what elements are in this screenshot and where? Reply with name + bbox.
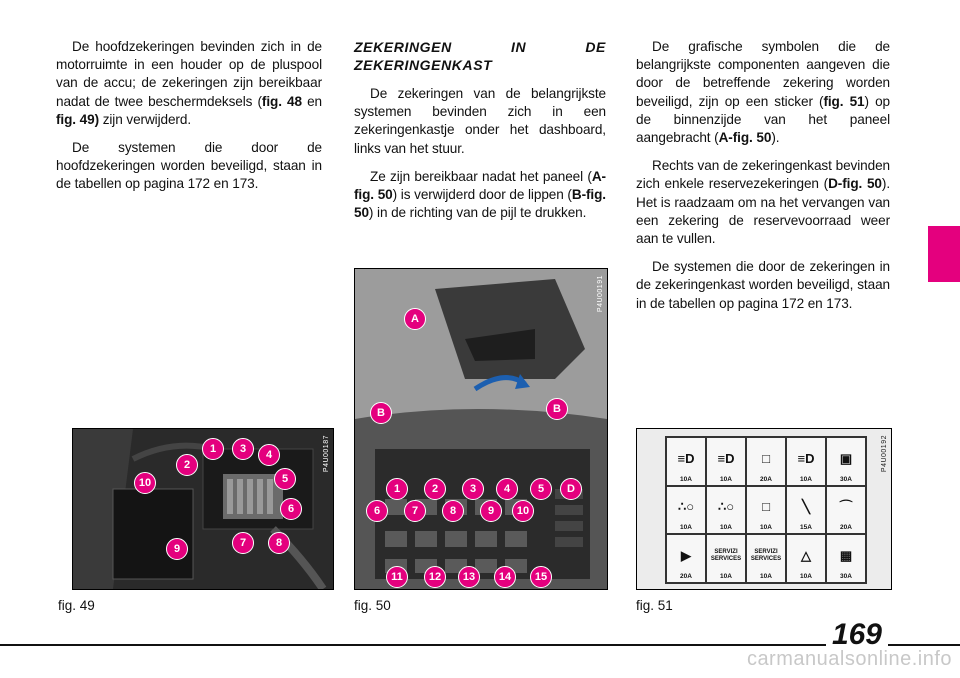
fuse-symbol-cell — [746, 437, 786, 486]
fuse-symbol-icon: ≡D — [797, 450, 815, 466]
fuse-symbol-cell — [786, 486, 826, 535]
watermark: carmanualsonline.info — [746, 648, 952, 670]
callout-label-10: 10 — [134, 472, 156, 494]
fuse-amperage: 10A — [800, 573, 812, 580]
callout-label-11: 11 — [386, 566, 408, 588]
fuse-symbol-cell — [786, 437, 826, 486]
fuse-amperage: 10A — [720, 524, 732, 532]
figure-code: P4U00187 — [323, 435, 330, 473]
fuse-amperage: 30A — [840, 475, 852, 483]
fuse-symbol-icon: ≡D — [717, 450, 735, 466]
fuse-amperage: 15A — [800, 524, 812, 532]
callout-label-3: 3 — [232, 438, 254, 460]
section-color-tab — [928, 226, 960, 282]
fig-50-caption: fig. 50 — [354, 598, 391, 613]
text-column-1 — [56, 38, 322, 204]
fuse-symbol-icon: ∴○ — [677, 499, 695, 515]
dashboard-fuse-box-photo — [355, 269, 607, 589]
fig-50-image — [354, 268, 608, 590]
fuse-symbol-icon: ╲ — [802, 499, 810, 515]
fuse-symbol-cell — [706, 534, 746, 583]
text-column-2 — [354, 38, 606, 232]
callout-label-13: 13 — [458, 566, 480, 588]
fuse-amperage: 10A — [760, 524, 772, 532]
paragraph: De systemen die door de hoofdzekeringen worden beveiligd, staan in de tabellen op pagina 172 en 173. — [56, 140, 322, 192]
callout-label-4: 4 — [496, 478, 518, 500]
fuse-symbol-cell — [746, 534, 786, 583]
fuse-symbol-cell — [706, 437, 746, 486]
paragraph: De hoofdzekeringen bevinden zich in de motorruimte in een houder op de pluspool van de accu; de zekeringen zijn bereikbaar nadat de twee beschermdeksels (fig. 48 en fig. 49) zijn verwijderd. — [56, 39, 322, 127]
fuse-symbol-sticker — [665, 436, 867, 584]
callout-label-9: 9 — [480, 500, 502, 522]
callout-label-6: 6 — [366, 500, 388, 522]
fuse-symbol-cell — [746, 486, 786, 535]
paragraph: Rechts van de zekeringenkast bevinden zich enkele reservezekeringen (D-fig. 50). Het is raadzaam om na het vervangen van een zekering de reservevoorraad weer aan te vullen. — [636, 158, 890, 247]
callout-label-6: 6 — [280, 498, 302, 520]
fuse-symbol-cell — [826, 486, 866, 535]
fuse-symbol-icon: ⌒ — [839, 499, 853, 515]
callout-label-4: 4 — [258, 444, 280, 466]
callout-label-5: 5 — [274, 468, 296, 490]
fuse-symbol-icon: △ — [801, 548, 811, 564]
fuse-symbol-cell — [666, 486, 706, 535]
callout-label-12: 12 — [424, 566, 446, 588]
callout-label-2: 2 — [424, 478, 446, 500]
callout-label-8: 8 — [442, 500, 464, 522]
callout-label-15: 15 — [530, 566, 552, 588]
fuse-symbol-cell — [826, 534, 866, 583]
fuse-amperage: 10A — [720, 573, 732, 580]
fuse-amperage: 10A — [720, 475, 732, 483]
callout-label-5: 5 — [530, 478, 552, 500]
fuse-symbol-text: SERVIZI SERVICES — [750, 548, 782, 562]
fuse-symbol-icon: □ — [762, 450, 770, 466]
fuse-symbol-cell — [706, 486, 746, 535]
callout-label-1: 1 — [386, 478, 408, 500]
fuse-amperage: 10A — [800, 475, 812, 483]
page-number: 169 — [826, 618, 888, 652]
callout-label-7: 7 — [232, 532, 254, 554]
footer-rule — [0, 644, 960, 646]
callout-label-2: 2 — [176, 454, 198, 476]
callout-label-B: B — [546, 398, 568, 420]
callout-label-7: 7 — [404, 500, 426, 522]
figure-code: P4U00191 — [597, 275, 604, 313]
fuse-symbol-cell — [666, 437, 706, 486]
callout-label-B: B — [370, 402, 392, 424]
text-column-3 — [636, 38, 890, 323]
fuse-symbol-cell — [666, 534, 706, 583]
fuse-amperage: 20A — [840, 524, 852, 532]
callout-label-1: 1 — [202, 438, 224, 460]
callout-label-D: D — [560, 478, 582, 500]
fig-49-caption: fig. 49 — [58, 598, 95, 613]
callout-label-8: 8 — [268, 532, 290, 554]
callout-label-3: 3 — [462, 478, 484, 500]
paragraph: De zekeringen van de belangrijkste systemen bevinden zich in een zekeringenkastje onder het dashboard, links van het stuur. — [354, 86, 606, 156]
fuse-amperage: 30A — [840, 573, 852, 580]
fuse-symbol-icon: ▣ — [839, 450, 853, 466]
fuse-symbol-cell — [826, 437, 866, 486]
callout-label-10: 10 — [512, 500, 534, 522]
fuse-symbol-icon: ∴○ — [717, 499, 735, 515]
fig-51-image — [636, 428, 892, 590]
fuse-symbol-icon: ▦ — [839, 548, 853, 564]
paragraph: De grafische symbolen die de belangrijkste componenten aangeven die door de betreffende zekering worden beveiligd, zijn op een sticker (fig. 51) op de binnenzijde van het paneel aangebracht (A-fig. 50). — [636, 39, 890, 146]
fuse-symbol-icon: □ — [762, 499, 770, 515]
fuse-symbol-icon: ▶ — [681, 548, 691, 564]
paragraph: De systemen die door de zekeringen in de zekeringenkast worden beveiligd, staan in de tabellen op pagina 172 en 173. — [636, 259, 890, 311]
paragraph: Ze zijn bereikbaar nadat het paneel (A-fig. 50) is verwijderd door de lippen (B-fig. 50) in de richting van de pijl te drukken. — [354, 168, 606, 221]
fuse-amperage: 20A — [680, 573, 692, 580]
fuse-amperage: 10A — [680, 524, 692, 532]
fuse-symbol-icon: ≡D — [677, 450, 695, 466]
callout-label-9: 9 — [166, 538, 188, 560]
fuse-amperage: 10A — [760, 573, 772, 580]
figure-code: P4U00192 — [881, 435, 888, 473]
callout-label-A: A — [404, 308, 426, 330]
callout-label-14: 14 — [494, 566, 516, 588]
fuse-amperage: 10A — [680, 475, 692, 483]
fig-51-caption: fig. 51 — [636, 598, 673, 613]
section-heading: ZEKERINGEN IN DE ZEKERINGENKAST — [354, 39, 606, 73]
fuse-amperage: 20A — [760, 475, 772, 483]
fuse-symbol-text: SERVIZI SERVICES — [710, 548, 742, 562]
fuse-symbol-cell — [786, 534, 826, 583]
